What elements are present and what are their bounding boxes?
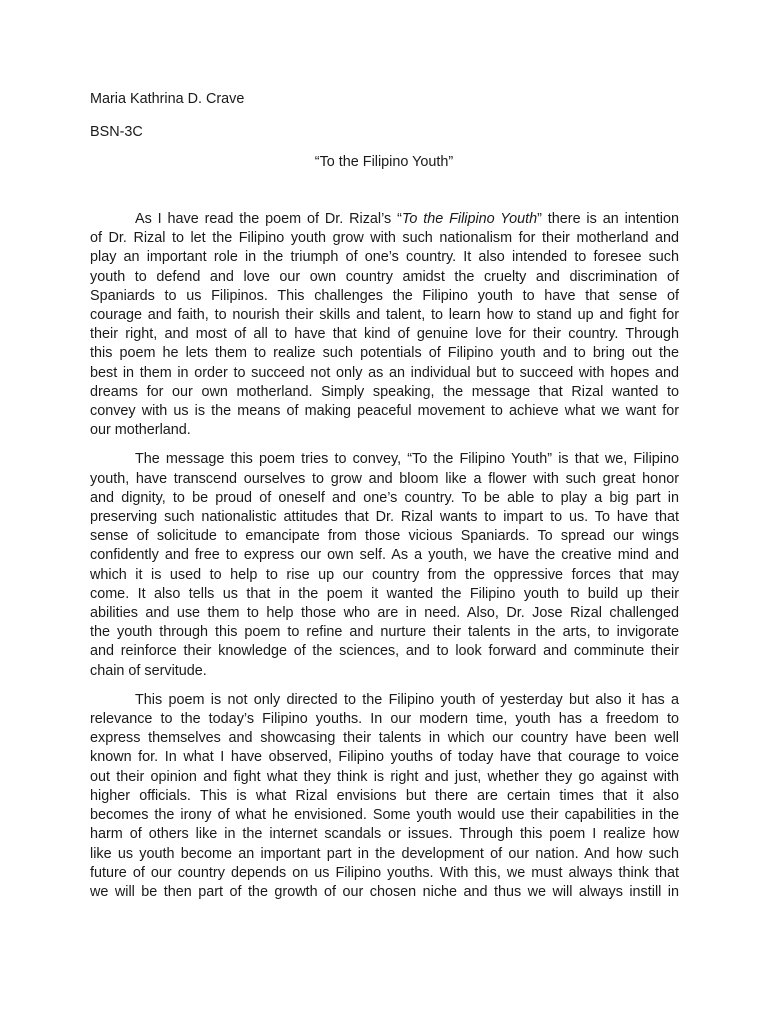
essay-paragraph [90,450,679,680]
paragraph-line: The message this poem tries to convey, “To the Filipino Youth” is that we, Filipino [135,451,679,468]
essay-paragraph [90,691,679,902]
paragraph-line: youth, have transcend ourselves to grow and bloom like a flower with such great honor [90,470,679,487]
paragraph-line: play an important role in the triumph of one’s country. It also intended to foresee such [90,249,679,266]
paragraph-line: future of our country depends on us Filipino youths. With this, we must always think that [90,864,679,881]
paragraph-line: youth to defend and love our own country amidst the cruelty and discrimination of [90,268,679,285]
author-name: Maria Kathrina D. Crave [90,91,245,107]
paragraph-line: convey with us is the means of making peaceful movement to achieve what we want for [90,403,679,420]
essay-body [90,210,679,912]
paragraph-line: come. It also tells us that in the poem it wanted the Filipino youth to build up their [90,585,679,602]
paragraph-line: courage and faith, to nourish their skills and talent, to learn how to stand up and fight for [90,307,679,324]
poem-title-italic: To the Filipino Youth [401,211,538,227]
paragraph-line: relevance to the today’s Filipino youths. In our modern time, youth has a freedom to [90,711,679,728]
paragraph-line: This poem is not only directed to the Filipino youth of yesterday but also it has a [135,691,679,708]
paragraph-line: abilities and use them to help those who are in need. Also, Dr. Jose Rizal challenged [90,605,679,622]
paragraph-line: their right, and most of all to have that kind of genuine love for their country. Through [90,326,679,343]
paragraph-line: of Dr. Rizal to let the Filipino youth grow with such nationalism for their motherland and [90,230,679,247]
course-section: BSN-3C [90,124,143,140]
paragraph-line: sense of solicitude to emancipate from those vicious Spaniards. To spread our wings [90,528,679,545]
paragraph-line: preserving such nationalistic attitudes that Dr. Rizal wants to impart to us. To have that [90,509,679,526]
paragraph-line: our motherland. [90,422,191,439]
paragraph-line: we will be then part of the growth of our chosen niche and thus we will always instill in [90,883,679,900]
paragraph-line: higher officials. This is what Rizal envisions but there are certain times that it also [90,787,679,804]
paragraph-line: confidently and free to express our own self. As a youth, we have the creative mind and [90,547,679,564]
paragraph-line: known for. In what I have observed, Filipino youths of today have that courage to voice [90,749,679,766]
paragraph-line: the youth through this poem to refine and nurture their talents in the arts, to invigorate [90,624,679,641]
paragraph-line: dreams for our own motherland. Simply speaking, the message that Rizal wanted to [90,383,679,400]
paragraph-line: Spaniards to us Filipinos. This challenges the Filipino youth to have that sense of [90,287,679,304]
paragraph-line [90,210,679,229]
paragraph-line: this poem he lets them to realize such potentials of Filipino youth and to bring out the [90,345,679,362]
paragraph-line: chain of servitude. [90,662,207,679]
paragraph-line: express themselves and showcasing their talents in which our country have been well [90,730,679,747]
paragraph-line: becomes the irony of what he envisioned. Some youth would use their capabilities in the [90,807,679,824]
paragraph-line: harm of others like in the internet scandals or issues. Through this poem I realize how [90,826,679,843]
paragraph-line: like us youth become an important part in the development of our nation. And how such [90,845,679,862]
paragraph-line: best in them in order to succeed not only as an individual but to succeed with hopes and [90,364,679,381]
essay-title: “To the Filipino Youth” [314,154,454,170]
text-segment: As I have read the poem of Dr. Rizal’s “ [135,211,402,227]
text-segment: ” there is an intention [537,211,679,227]
paragraph-line: and reinforce their knowledge of the sciences, and to look forward and comminute their [90,643,679,660]
essay-paragraph [90,210,679,440]
paragraph-line: out their opinion and fight what they think is right and just, whether they go against with [90,768,679,785]
paragraph-line: and dignity, to be proud of oneself and one’s country. To be able to play a big part in [90,489,679,506]
paragraph-line: which it is used to help to rise up our country from the oppressive forces that may [90,566,679,583]
